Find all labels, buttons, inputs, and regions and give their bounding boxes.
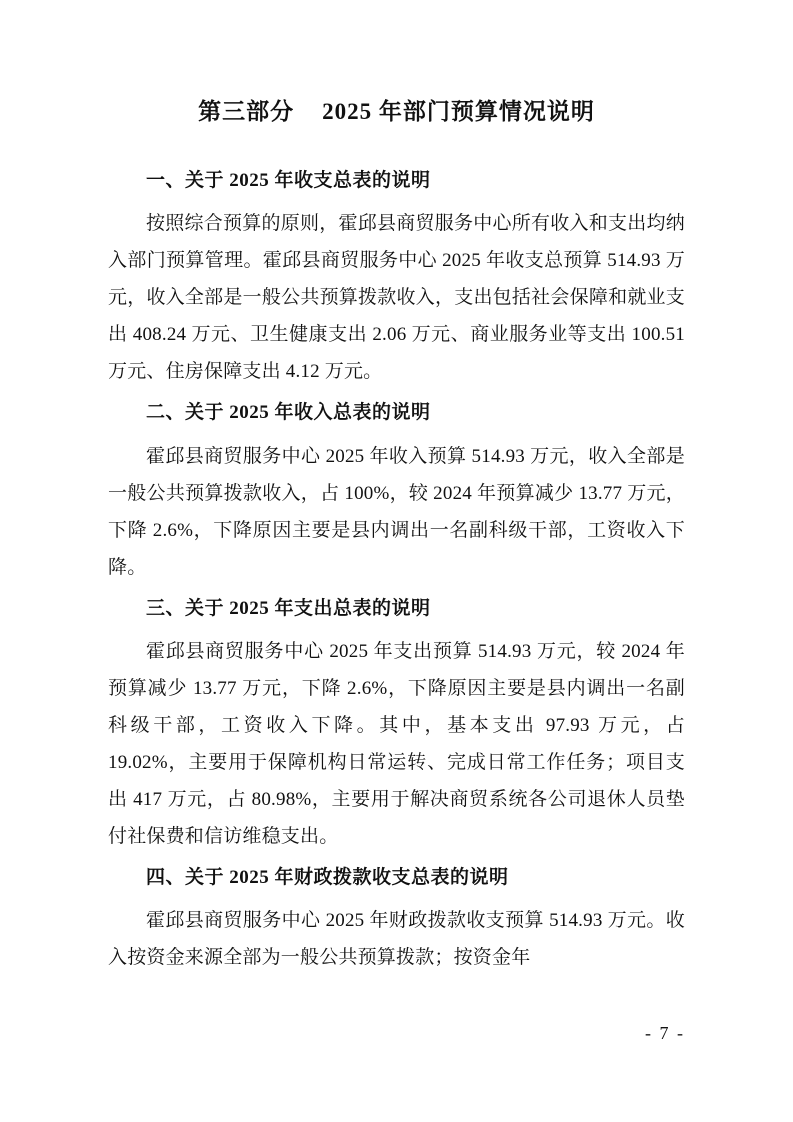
page-title-part: 第三部分 <box>198 99 295 124</box>
page-title <box>108 96 685 128</box>
section-heading-1: 一、关于 2025 年收支总表的说明 <box>146 170 431 192</box>
section-paragraph-3: 霍邱县商贸服务中心 2025 年支出预算 514.93 万元，较 2024 年预算减少 13.77 万元，下降 2.6%，下降原因主要是县内调出一名副科级干部，工资收入下降。其中，基本支出 97.93 万元，占 19.02%，主要用于保障机构日常运转、完成日常工作任务；项目支出 417 万元，占 80.98%，主要用于解决商贸系统各公司退休人员垫付社保费和信访维稳支出。 <box>108 640 685 847</box>
section-paragraph-2: 霍邱县商贸服务中心 2025 年收入预算 514.93 万元，收入全部是一般公共预算拨款收入，占 100%，较 2024 年预算减少 13.77 万元，下降 2.6%，下降原因主要是县内调出一名副科级干部，工资收入下降。 <box>108 445 685 578</box>
section-heading-3: 三、关于 2025 年支出总表的说明 <box>146 597 431 619</box>
section-paragraph-1: 按照综合预算的原则，霍邱县商贸服务中心所有收入和支出均纳入部门预算管理。霍邱县商贸服务中心 2025 年收支总预算 514.93 万元，收入全部是一般公共预算拨款收入，支出包括社会保障和就业支出 408.24 万元、卫生健康支出 2.06 万元、商业服务业等支出 100.51 万元、住房保障支出 4.12 万元。 <box>108 213 685 383</box>
page-number: - 7 - <box>645 1023 685 1043</box>
section-heading-4: 四、关于 2025 年财政拨款收支总表的说明 <box>146 867 509 889</box>
page-title-main: 2025 年部门预算情况说明 <box>322 99 595 124</box>
section-heading-2: 二、关于 2025 年收入总表的说明 <box>146 402 431 424</box>
section-paragraph-4: 霍邱县商贸服务中心 2025 年财政拨款收支预算 514.93 万元。收入按资金来源全部为一般公共预算拨款；按资金年 <box>108 910 685 969</box>
